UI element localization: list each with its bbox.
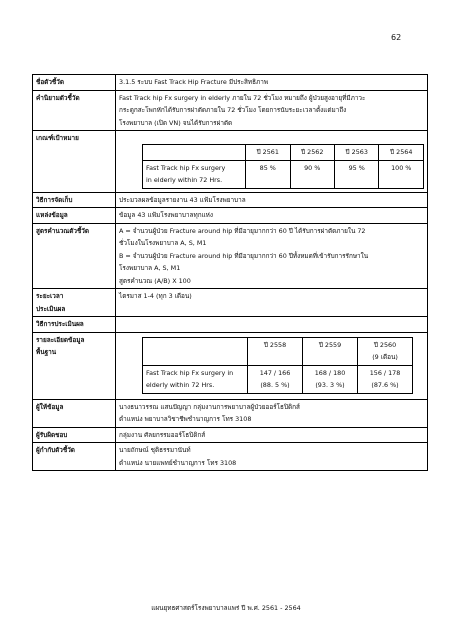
baseline-label-line: รายละเอียดข้อมูล — [36, 335, 85, 344]
supervisor-value — [116, 443, 428, 471]
baseline-item-line: elderly within 72 Hrs. — [146, 381, 215, 389]
baseline-label — [33, 332, 116, 399]
formula-label: สูตรคำนวณตัวชี้วัด — [33, 223, 116, 289]
evaluation-method-label: วิธีการประเมินผล — [33, 317, 116, 333]
target-year-header: ปี 2563 — [334, 145, 378, 161]
target-year-header: ปี 2564 — [379, 145, 424, 161]
target-table — [142, 144, 424, 189]
row-supervisor — [33, 443, 428, 471]
baseline-year-header: ปี 2558 — [248, 337, 303, 365]
baseline-year-label: ปี 2560 — [373, 340, 397, 349]
row-period — [33, 289, 428, 317]
target-value-cell: 90 % — [290, 160, 334, 188]
supervisor-line: ตำแหน่ง นายแพทย์ชำนาญการ โทร 3108 — [119, 458, 237, 467]
period-value: ไตรมาส 1-4 (ทุก 3 เดือน) — [116, 289, 428, 317]
baseline-count: 156 / 178 — [369, 368, 401, 377]
target-item-line: Fast Track hip Fx surgery — [146, 163, 226, 172]
supervisor-line: นายถักษณ์ ชุติธรรมานันท์ — [119, 446, 191, 454]
baseline-value-cell — [303, 365, 358, 393]
row-informant — [33, 399, 428, 427]
baseline-value-cell — [358, 365, 413, 393]
target-item — [143, 160, 246, 188]
data-source-label: แหล่งข้อมูล — [33, 208, 116, 224]
informant-line: ตำแหน่ง พยาบาลวิชาชีพชำนาญการ โทร 3108 — [119, 415, 252, 423]
row-collection-method — [33, 192, 428, 208]
formula-line: สูตรคำนวณ (A/B) X 100 — [119, 276, 191, 285]
target-year-header: ปี 2562 — [290, 145, 334, 161]
row-definition — [33, 90, 428, 131]
baseline-pct: (87.6 %) — [371, 381, 399, 389]
formula-line: B = จำนวนผู้ป่วย Fracture around hip ที่มีอายุมากกว่า 60 ปีทั้งหมดที่เข้ารับการรักษาใน — [119, 251, 369, 260]
baseline-count: 147 / 166 — [259, 368, 291, 377]
informant-value — [116, 399, 428, 427]
baseline-year-header: ปี 2559 — [303, 337, 358, 365]
target-item-line: in elderly within 72 Hrs. — [146, 176, 223, 184]
definition-value — [116, 90, 428, 131]
target-year-header: ปี 2561 — [246, 145, 290, 161]
row-baseline — [33, 332, 428, 399]
formula-line: ชั่วโมงในโรงพยาบาล A, S, M1 — [119, 239, 207, 247]
baseline-label-line: พื้นฐาน — [36, 348, 57, 356]
collection-method-label: วิธีการจัดเก็บ — [33, 192, 116, 208]
formula-value — [116, 223, 428, 289]
target-value-cell: 100 % — [379, 160, 424, 188]
period-label-line: ระยะเวลา — [36, 292, 64, 300]
period-label-line: ประเมินผล — [36, 304, 66, 313]
page-footer: แผนยุทธศาสตร์โรงพยาบาลแพร่ ปี พ.ศ. 2561 - 2564 — [151, 604, 301, 612]
baseline-pct: (93. 3 %) — [315, 381, 345, 389]
baseline-item-header — [143, 337, 248, 365]
baseline-count: 168 / 180 — [314, 368, 346, 377]
supervisor-label: ผู้กำกับตัวชี้วัด — [33, 443, 116, 471]
row-evaluation-method — [33, 317, 428, 333]
baseline-value-cell — [248, 365, 303, 393]
row-target — [33, 131, 428, 193]
responsible-value: กลุ่มงาน ศัลยกรรมออร์โธปิดิกส์ — [116, 427, 428, 443]
informant-line: นางธนาวรรณ แสนปัญญา กลุ่มงานการพยาบาลผู้ป่วยออร์โธปิดิกส์ — [119, 402, 300, 411]
target-value-cell: 95 % — [334, 160, 378, 188]
target-value-cell: 85 % — [246, 160, 290, 188]
definition-line: Fast Track hip Fx surgery in elderly ภายใน 72 ชั่วโมง หมายถึง ผู้ป่วยสูงอายุที่มีภาวะ — [119, 93, 366, 102]
baseline-table — [142, 337, 413, 394]
baseline-pct: (88. 5 %) — [260, 381, 290, 389]
baseline-year-header — [358, 337, 413, 365]
indicator-table — [32, 74, 428, 471]
baseline-year-note: (9 เดือน) — [372, 353, 398, 361]
row-responsible — [33, 427, 428, 443]
evaluation-method-value — [116, 317, 428, 333]
row-indicator-name — [33, 75, 428, 91]
target-value — [116, 131, 428, 193]
formula-line: โรงพยาบาล A, S, M1 — [119, 264, 181, 272]
indicator-name-value: 3.1.5 ระบบ Fast Track Hip Fracture มีประสิทธิภาพ — [116, 75, 428, 91]
row-data-source — [33, 208, 428, 224]
baseline-value — [116, 332, 428, 399]
page-number: 62 — [391, 33, 402, 42]
baseline-item — [143, 365, 248, 393]
period-label — [33, 289, 116, 317]
formula-line: A = จำนวนผู้ป่วย Fracture around hip ที่มีอายุมากกว่า 60 ปี ได้รับการผ่าตัดภายใน 72 — [119, 226, 366, 235]
definition-label: คำนิยามตัวชี้วัด — [33, 90, 116, 131]
data-source-value: ข้อมูล 43 แฟ้มโรงพยาบาลทุกแห่ง — [116, 208, 428, 224]
collection-method-value: ประมวลผลข้อมูลรายงาน 43 แฟ้มโรงพยาบาล — [116, 192, 428, 208]
informant-label: ผู้ให้ข้อมูล — [33, 399, 116, 427]
indicator-name-label: ชื่อตัวชี้วัด — [33, 75, 116, 91]
definition-line: โรงพยาบาล (เปิด VN) จนได้รับการผ่าตัด — [119, 118, 233, 127]
baseline-item-line: Fast Track hip Fx surgery in — [146, 368, 234, 377]
row-formula — [33, 223, 428, 289]
target-label: เกณฑ์เป้าหมาย — [33, 131, 116, 193]
definition-line: กระดูกสะโพกหักได้รับการผ่าตัดภายใน 72 ชั่วโมง โดยการนับระยะเวลาตั้งแต่มาถึง — [119, 106, 347, 114]
responsible-label: ผู้รับผิดชอบ — [33, 427, 116, 443]
target-item-header — [143, 145, 246, 161]
